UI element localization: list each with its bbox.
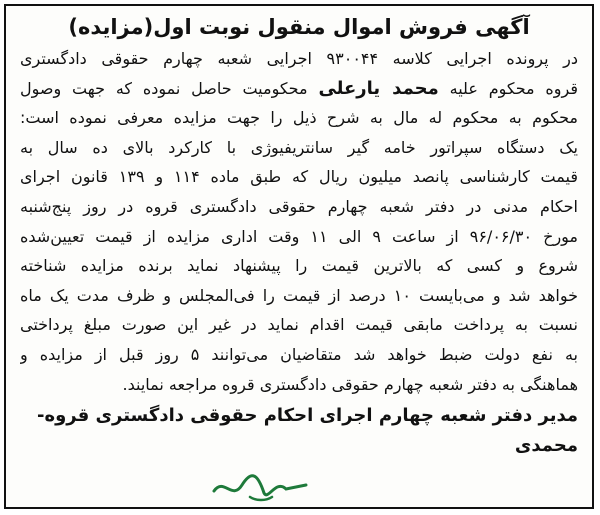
body-line-4: یک دستگاه سپراتور خامه گیر سانتریفیوژی با کارکرد بالای ده سال به [20, 137, 578, 157]
body-line-2-start: قروه محکوم علیه [449, 78, 578, 98]
auction-notice [4, 4, 594, 509]
body-line-7: مورخ ۹۶/۰۶/۳۰ از ساعت ۹ الی ۱۱ وقت اداری مزایده از قیمت تعیین‌شده [20, 226, 578, 246]
body-line-1: در پرونده اجرایی کلاسه ۹۳۰۰۴۴ اجرایی شعبه چهارم حقوقی دادگستری [20, 49, 578, 68]
body-line-2-end: محکومیت حاصل نموده که جهت وصول [20, 78, 308, 98]
notice-body [20, 44, 578, 399]
body-line-5: قیمت کارشناسی پانصد میلیون ریال که طبق ماده ۱۱۴ و ۱۳۹ قانون اجرای [20, 167, 578, 187]
body-line-2 [20, 74, 578, 104]
body-line-12: هماهنگی به دفتر شعبه چهارم حقوقی دادگستری قروه مراجعه نمایند. [122, 374, 578, 394]
body-line-3: محکوم به محکوم له مال به شرح ذیل را جهت مزایده معرفی نموده است: [20, 108, 578, 128]
body-line-8: شروع و کسی که بالاترین قیمت را پیشنهاد نماید برنده مزایده شناخته [20, 256, 578, 276]
debtor-name: محمد یارعلی [318, 77, 439, 99]
body-line-10: نسبت به پرداخت مابقی قیمت اقدام نماید در غیر این صورت مبلغ پرداختی [20, 315, 578, 335]
signature-title: مدیر دفتر شعبه چهارم اجرای احکام حقوقی دادگستری قروه- [36, 405, 578, 427]
signature-name: محمدی [514, 435, 578, 457]
body-line-6: احکام مدنی در دفتر شعبه چهارم حقوقی دادگستری قروه در روز پنج‌شنبه [20, 196, 578, 216]
notice-title: آگهی فروش اموال منقول نوبت اول(مزایده) [68, 15, 530, 39]
body-line-9: خواهد شد و می‌بایست ۱۰ درصد از قیمت را فی‌المجلس و ظرف مدت یک ماه [20, 285, 578, 305]
body-line-11: به نفع دولت ضبط خواهد شد متقاضیان می‌توانند ۵ روز قبل از مزایده و [20, 344, 578, 364]
handwritten-signature-icon [206, 471, 316, 505]
signature-block [20, 401, 578, 461]
